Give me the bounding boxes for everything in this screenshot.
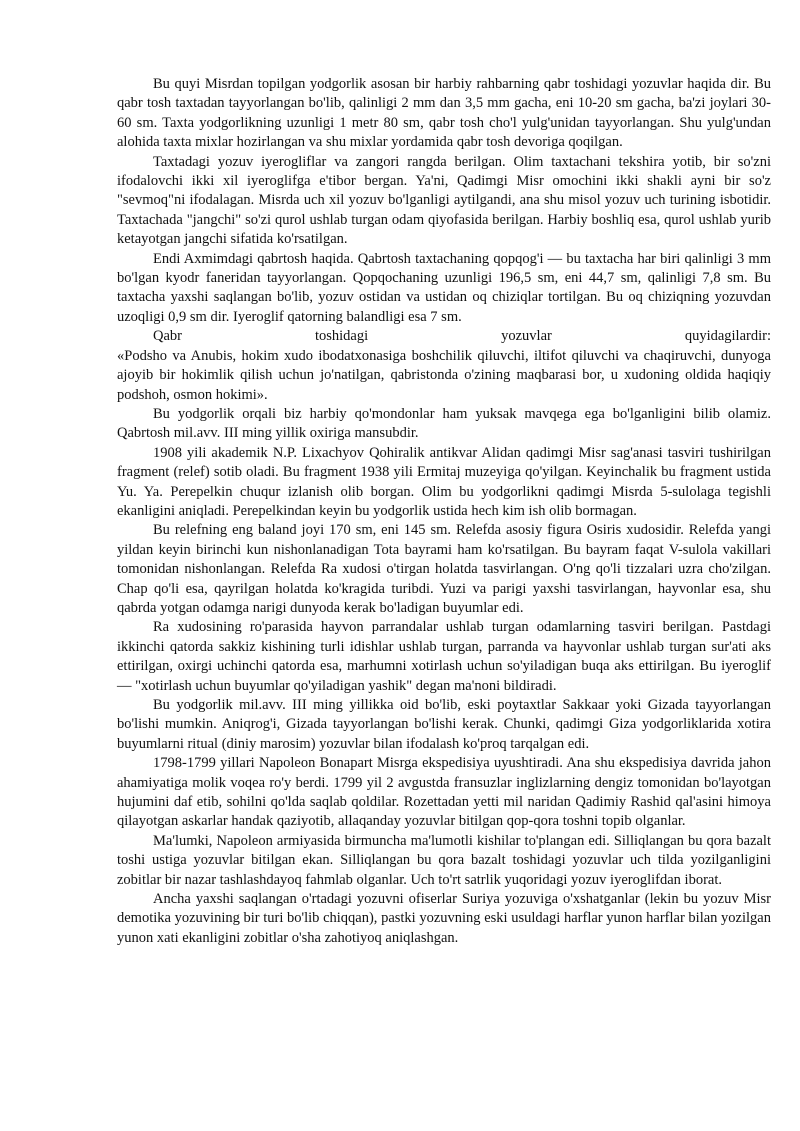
document-page xyxy=(117,75,771,948)
inscription-intro-line xyxy=(117,327,771,346)
paragraph-4: Bu yodgorlik orqali biz harbiy qo'mondonlar ham yuksak mavqega ega bo'lganligini bilib olamiz. Qabrtosh mil.avv. III ming yillik oxiriga mansubdir. xyxy=(117,405,771,442)
inscription-quote: «Podsho va Anubis, hokim xudo ibodatxonasiga boshchilik qiluvchi, iltifot qiluvchi va chaqiruvchi, dunyoga ajoyib bir hokimlik qilish uchun jo'natilgan, qabristonda o'zining maqbarasi bor, u xudoning oldida haqiqiy podshoh, osmon hokimi». xyxy=(117,347,771,403)
paragraph-11: Ancha yaxshi saqlangan o'rtadagi yozuvni ofiserlar Suriya yozuviga o'xshatganlar (lekin bu yozuv Misr demotika yozuvining bir turi bo'lib chiqqan), pastki yozuvning eski usuldagi harflar yunon harflar bilan yozilgan yunon xati ekanligini zobitlar o'sha zahotiyoq aniqlashgan. xyxy=(117,891,771,946)
paragraph-10: Ma'lumki, Napoleon armiyasida birmuncha ma'lumotli kishilar to'plangan edi. Silliqlangan bu qora bazalt toshi ustiga yozuvlar bitilgan ekan. Silliqlangan bu qora bazalt toshidagi yozuvlar uch tilda yozilganligini zobitlar bir nazar tashlashdayoq fahmlab olganlar. Uch to'rt satrlik yuqoridagi yozuv iyeroglifdan iborat. xyxy=(117,832,771,888)
paragraph-6: Bu relefning eng baland joyi 170 sm, eni 145 sm. Relefda asosiy figura Osiris xudosidir. Relefda yangi yildan keyin birinchi kun nishonlanadigan Tota bayrami ham ko'rsatilgan. Bu bayram faqat V-sulola vakillari tomonidan nishonlangan. Relefda Ra xudosi o'tirgan holatda tasvirlangan. O'ng qo'li tizzalari uzra cho'zilgan. Chap qo'li esa, qayrilgan holatda ko'kragida turibdi. Yuzi va parigi yaxshi tasvirlangan, hayvonlar esa, shu qabrda yotgan odamga narigi dunyoda kerak bo'ladigan buyumlar edi. xyxy=(117,522,771,616)
paragraph-3: Endi Axmimdagi qabrtosh haqida. Qabrtosh taxtachaning qopqog'i — bu taxtacha har biri qalinligi 3 mm bo'lgan kyodr faneridan tayyorlangan. Qopqochaning uzunligi 196,5 sm, eni 44,7 sm, qalinligi 7,8 sm. Bu taxtacha yaxshi saqlangan bo'lib, yozuv ostidan va ustidan oq chiziqlar tortilgan. Bu oq chiziqning yozuvdan uzoqligi 0,9 sm dir. Iyeroglif qatorning balandligi esa 7 sm. xyxy=(117,250,771,325)
intro-word-4: quyidagilardir: xyxy=(684,328,771,345)
paragraph-1: Bu quyi Misrdan topilgan yodgorlik asosan bir harbiy rahbarning qabr toshidagi yozuvlar haqida dir. Bu qabr tosh taxtadan tayyorlangan bo'lib, qalinligi 2 mm dan 3,5 mm gacha, eni 10-20 sm gacha, ba'zi joylari 30-60 sm. Taxta yodgorlikning uzunligi 1 metr 80 sm, qabr tosh cho'l yulg'unidan tayyorlangan. Shu yulg'undan alohida taxta mixlar hozirlangan va shu mixlar yordamida qabr tosh devoriga qoqilgan. xyxy=(117,76,771,151)
paragraph-8: Bu yodgorlik mil.avv. III ming yillikka oid bo'lib, eski poytaxtlar Sakkaar yoki Gizada tayyorlangan bo'lishi mumkin. Aniqrog'i, Gizada tayyorlangan bo'lishi kerak. Chunki, qadimgi Giza yodgorliklarida xotira buyumlarni ritual (diniy marosim) yozuvlar bilan ifodalash ko'proq tarqalgan edi. xyxy=(117,697,771,752)
intro-word-1: Qabr xyxy=(153,328,182,345)
intro-word-2: toshidagi xyxy=(314,328,369,345)
paragraph-5: 1908 yili akademik N.P. Lixachyov Qohiralik antikvar Alidan qadimgi Misr sag'anasi tasviri tushirilgan fragment (relef) sotib oladi. Bu fragment 1938 yili Ermitaj muzeyiga qo'yilgan. Keyinchalik bu fragment ustida Yu. Ya. Perepelkin chuqur izlanish olib borgan. Olim bu yodgorlikni qadimgi Misrda 5-sulolaga tegishli ekanligini aniqladi. Perepelkindan keyin bu yodgorlik ustida hech kim ish olib bormagan. xyxy=(117,444,771,519)
paragraph-2: Taxtadagi yozuv iyerogliflar va zangori rangda berilgan. Olim taxtachani tekshira yotib, bir so'zni ifodalovchi ikki xil iyeroglifga e'tibor bergan. Ya'ni, Qadimgi Misr omochini ikki shakli ayni bir so'z "sevmoq"ni ifodalagan. Misrda uch xil yozuv bo'lganligi aytilgandi, ana shu misol yozuv uch turining isbotidir. Taxtachada "jangchi" so'zi qurol ushlab turgan odam qiyofasida berilgan. Harbiy boshliq esa, qurol ushlab yurib ketayotgan jangchi sifatida ko'rsatilgan. xyxy=(117,153,771,248)
paragraph-9: 1798-1799 yillari Napoleon Bonapart Misrga ekspedisiya uyushtiradi. Ana shu ekspedisiya davrida jahon ahamiyatiga molik voqea ro'y berdi. 1799 yil 2 avgustda fransuzlar inglizlarning dengiz tomonidan bo'layotgan hujumini daf etib, sohilni qo'lda saqlab qoldilar. Rozettadan yetti mil naridan Qadimiy Rashid qal'asini himoya qilayotgan askarlar handak qaziyotib, allaqanday yozuvlar bitilgan qop-qora toshni topib olganlar. xyxy=(117,755,771,830)
intro-word-3: yozuvlar xyxy=(501,328,552,345)
paragraph-7: Ra xudosining ro'parasida hayvon parrandalar ushlab turgan odamlarning tasviri berilgan. Pastdagi ikkinchi qatorda sakkiz kishining turli idishlar ushlab turgan, parranda va hayvonlar ushlab turgan sur'ati aks ettirilgan, oxirgi uchinchi qatorda esa, marhumni xotirlash uchun so'yiladigan buqa aks ettirilgan. Bu iyeroglif — "xotirlash uchun buyumlar qo'yiladigan yashik" degan ma'noni bildiradi. xyxy=(117,619,771,694)
